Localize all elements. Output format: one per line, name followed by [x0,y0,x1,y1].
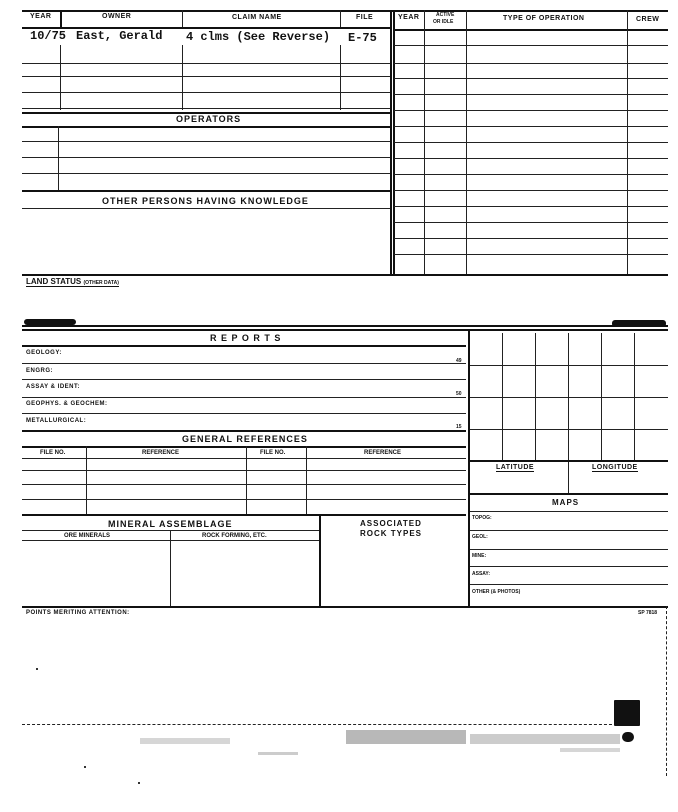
mineral-assemblage-title: MINERAL ASSEMBLAGE [108,519,233,529]
report-geology-num: 49 [456,358,462,364]
refs-header-reference-2: REFERENCE [364,450,402,456]
report-metallurgical-num: 15 [456,424,462,430]
report-metallurgical: METALLURGICAL: [26,418,87,424]
general-references-title: GENERAL REFERENCES [182,434,308,444]
header-claim-name: CLAIM NAME [232,14,282,21]
land-status-label: LAND STATUS (OTHER DATA) [26,277,119,286]
refs-header-file-no: FILE NO. [40,450,66,456]
maps-mine: MINE: [472,553,487,559]
report-engrg: ENGRG: [26,368,53,374]
left-right-divider [390,10,392,275]
reports-title: R E P O R T S [210,333,282,343]
header-crew: CREW [636,16,660,23]
refs-header-file-no-2: FILE NO. [260,450,286,456]
associated-rock-types-1: ASSOCIATED [360,519,422,528]
form-code: SP 7818 [638,610,658,616]
longitude-label: LONGITUDE [592,464,638,471]
report-assay-num: 50 [456,391,462,397]
header-year-2: YEAR [398,14,420,21]
maps-topog: TOPOG: [472,515,492,521]
report-geology: GEOLOGY: [26,350,62,356]
top-section-bottom [22,274,668,276]
report-geophys: GEOPHYS. & GEOCHEM: [26,401,108,407]
latitude-label: LATITUDE [496,464,535,471]
other-persons-title: OTHER PERSONS HAVING KNOWLEDGE [102,196,309,206]
report-assay: ASSAY & IDENT: [26,384,81,390]
header-active: ACTIVE [436,12,455,18]
right-panel-divider [468,329,470,606]
entry-year: 10/75 [30,29,67,43]
top-border [22,10,668,12]
entry-claim-name: 4 clms (See Reverse) [186,30,331,44]
header-file: FILE [356,14,374,21]
header-year: YEAR [30,13,52,20]
entry-file: E-75 [348,31,377,45]
header-or-idle: OR IDLE [433,19,454,25]
maps-geol: GEOL: [472,534,488,540]
maps-title: MAPS [552,498,580,507]
header-type-of-operation: TYPE OF OPERATION [503,15,585,22]
associated-rock-types-2: ROCK TYPES [360,529,423,538]
operators-title: OPERATORS [176,114,242,124]
mineral-header-ore: ORE MINERALS [64,533,111,539]
refs-header-reference: REFERENCE [142,450,180,456]
scan-mark [614,700,640,726]
mineral-header-rock-forming: ROCK FORMING, ETC. [202,533,267,539]
maps-assay: ASSAY: [472,571,491,577]
header-owner: OWNER [102,13,132,20]
entry-owner: East, Gerald [76,29,163,43]
maps-other: OTHER (& PHOTOS) [472,589,521,595]
points-meriting-label: POINTS MERITING ATTENTION: [26,610,130,616]
